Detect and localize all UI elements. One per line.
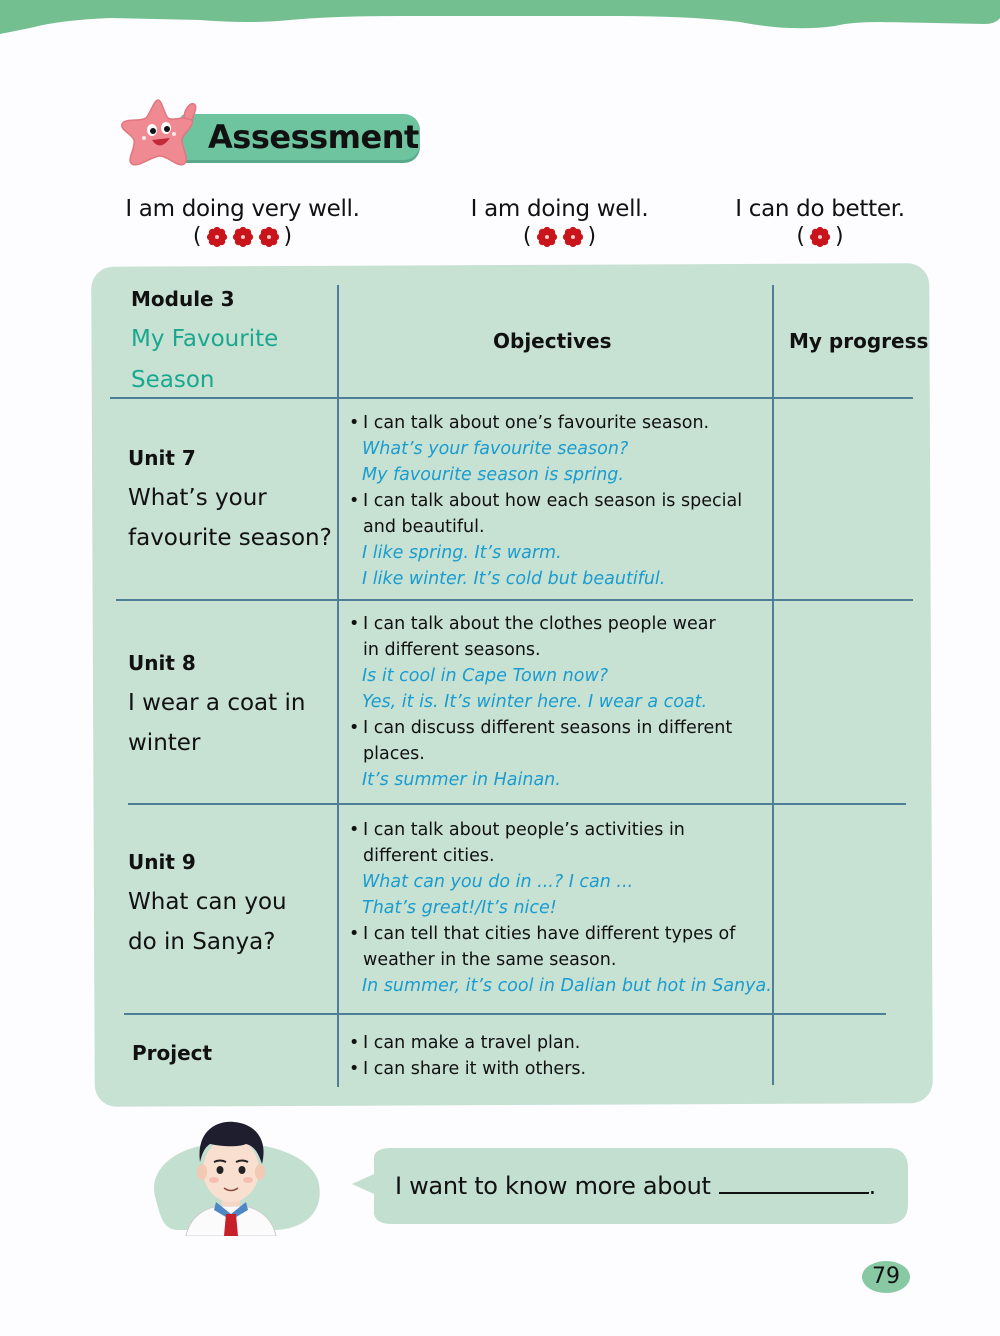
- module-title-line: My Favourite: [131, 326, 279, 352]
- example-sentence: It’s summer in Hainan.: [362, 770, 561, 790]
- row-divider: [124, 1013, 886, 1015]
- prompt-end: .: [868, 1172, 876, 1200]
- objective-text: I can share it with others.: [363, 1059, 587, 1079]
- flower-icon: [258, 226, 280, 248]
- objectives-header: Objectives: [493, 329, 612, 353]
- legend-rating: ( ): [192, 224, 293, 249]
- legend-very-well: [120, 196, 365, 249]
- column-divider: [337, 285, 339, 1087]
- unit-title-line: What can you: [128, 889, 287, 915]
- objective-text: I can talk about people’s activities in: [363, 820, 685, 840]
- legend-better: [730, 196, 910, 249]
- bullet-icon: •: [349, 924, 360, 944]
- objective-text: in different seasons.: [363, 640, 541, 660]
- objective-text: I can talk about one’s favourite season.: [363, 413, 710, 433]
- objectives-list: [349, 611, 732, 793]
- flower-icon: [809, 226, 831, 248]
- column-divider: [772, 285, 774, 1085]
- top-decorative-band: [0, 0, 1000, 40]
- objective-text: weather in the same season.: [363, 950, 617, 970]
- objective-bullet: [349, 1030, 586, 1056]
- assessment-header: [118, 92, 428, 178]
- objective-text: I can discuss different seasons in different: [363, 718, 733, 738]
- objective-bullet: [349, 921, 772, 947]
- example-sentence: Is it cool in Cape Town now?: [362, 666, 609, 686]
- flower-icon: [206, 226, 228, 248]
- objective-bullet: [349, 410, 742, 436]
- unit-title-line: winter: [128, 730, 201, 756]
- progress-cell[interactable]: [776, 806, 906, 1012]
- module-title: [131, 319, 278, 401]
- module-label: Module 3: [131, 287, 235, 311]
- unit-title: [128, 478, 332, 558]
- rating-legend: [0, 196, 1000, 256]
- legend-rating: ( ): [522, 224, 597, 249]
- unit-title: [128, 882, 287, 962]
- bullet-icon: •: [349, 718, 360, 738]
- bullet-icon: •: [349, 614, 360, 634]
- objective-text: I can make a travel plan.: [363, 1033, 581, 1053]
- bullet-icon: •: [349, 1033, 360, 1053]
- objective-text: I can talk about the clothes people wear: [363, 614, 716, 634]
- progress-cell[interactable]: [776, 400, 912, 598]
- example-sentence: What’s your favourite season?: [362, 439, 629, 459]
- objective-text: different cities.: [363, 846, 495, 866]
- bullet-icon: •: [349, 820, 360, 840]
- progress-header: My progress: [789, 329, 929, 353]
- objective-bullet: [349, 715, 732, 741]
- unit-title-line: favourite season?: [128, 525, 332, 551]
- star-mascot-icon: [118, 92, 204, 172]
- row-divider: [128, 803, 906, 805]
- project-label: Project: [132, 1041, 213, 1065]
- example-sentence: That’s great!/It’s nice!: [362, 898, 557, 918]
- flower-icon: [232, 226, 254, 248]
- flower-icon: [562, 226, 584, 248]
- progress-cell[interactable]: [776, 602, 912, 802]
- objective-bullet: [349, 488, 742, 514]
- legend-label: I am doing well.: [470, 196, 649, 222]
- boy-character-icon: [176, 1114, 286, 1236]
- unit-number: Unit 8: [128, 651, 196, 675]
- legend-label: I can do better.: [735, 196, 905, 222]
- bullet-icon: •: [349, 491, 360, 511]
- bullet-icon: •: [349, 1059, 360, 1079]
- objective-text: and beautiful.: [363, 517, 485, 537]
- example-sentence: My favourite season is spring.: [362, 465, 624, 485]
- objective-bullet: [349, 1056, 586, 1082]
- example-sentence: I like spring. It’s warm.: [362, 543, 562, 563]
- prompt-text: I want to know more about: [395, 1172, 711, 1200]
- objective-text: I can talk about how each season is special: [363, 491, 743, 511]
- legend-well: [462, 196, 657, 249]
- objective-text: places.: [363, 744, 425, 764]
- unit-title-line: What’s your: [128, 485, 267, 511]
- unit-title-line: do in Sanya?: [128, 929, 276, 955]
- objectives-list: [349, 817, 772, 999]
- objectives-list: [349, 1030, 586, 1082]
- module-title-line: Season: [131, 367, 215, 393]
- bullet-icon: •: [349, 413, 360, 433]
- example-sentence: Yes, it is. It’s winter here. I wear a coat.: [362, 692, 708, 712]
- unit-title-line: I wear a coat in: [128, 690, 306, 716]
- example-sentence: I like winter. It’s cold but beautiful.: [362, 569, 666, 589]
- legend-rating: ( ): [796, 224, 844, 249]
- unit-number: Unit 7: [128, 446, 196, 470]
- page-title: Assessment: [208, 118, 419, 156]
- progress-cell[interactable]: [776, 1016, 896, 1086]
- flower-icon: [536, 226, 558, 248]
- objective-bullet: [349, 817, 772, 843]
- objective-bullet: [349, 611, 732, 637]
- example-sentence: In summer, it’s cool in Dalian but hot in Sanya.: [362, 976, 772, 996]
- legend-label: I am doing very well.: [125, 196, 360, 222]
- example-sentence: What can you do in ...? I can ...: [362, 872, 634, 892]
- objectives-list: [349, 410, 742, 592]
- reflection-prompt: [395, 1172, 876, 1200]
- row-divider: [116, 599, 913, 601]
- unit-number: Unit 9: [128, 850, 196, 874]
- unit-title: [128, 683, 305, 763]
- objective-text: I can tell that cities have different types of: [363, 924, 736, 944]
- page-number: 79: [862, 1261, 910, 1293]
- fill-in-blank[interactable]: [719, 1174, 869, 1194]
